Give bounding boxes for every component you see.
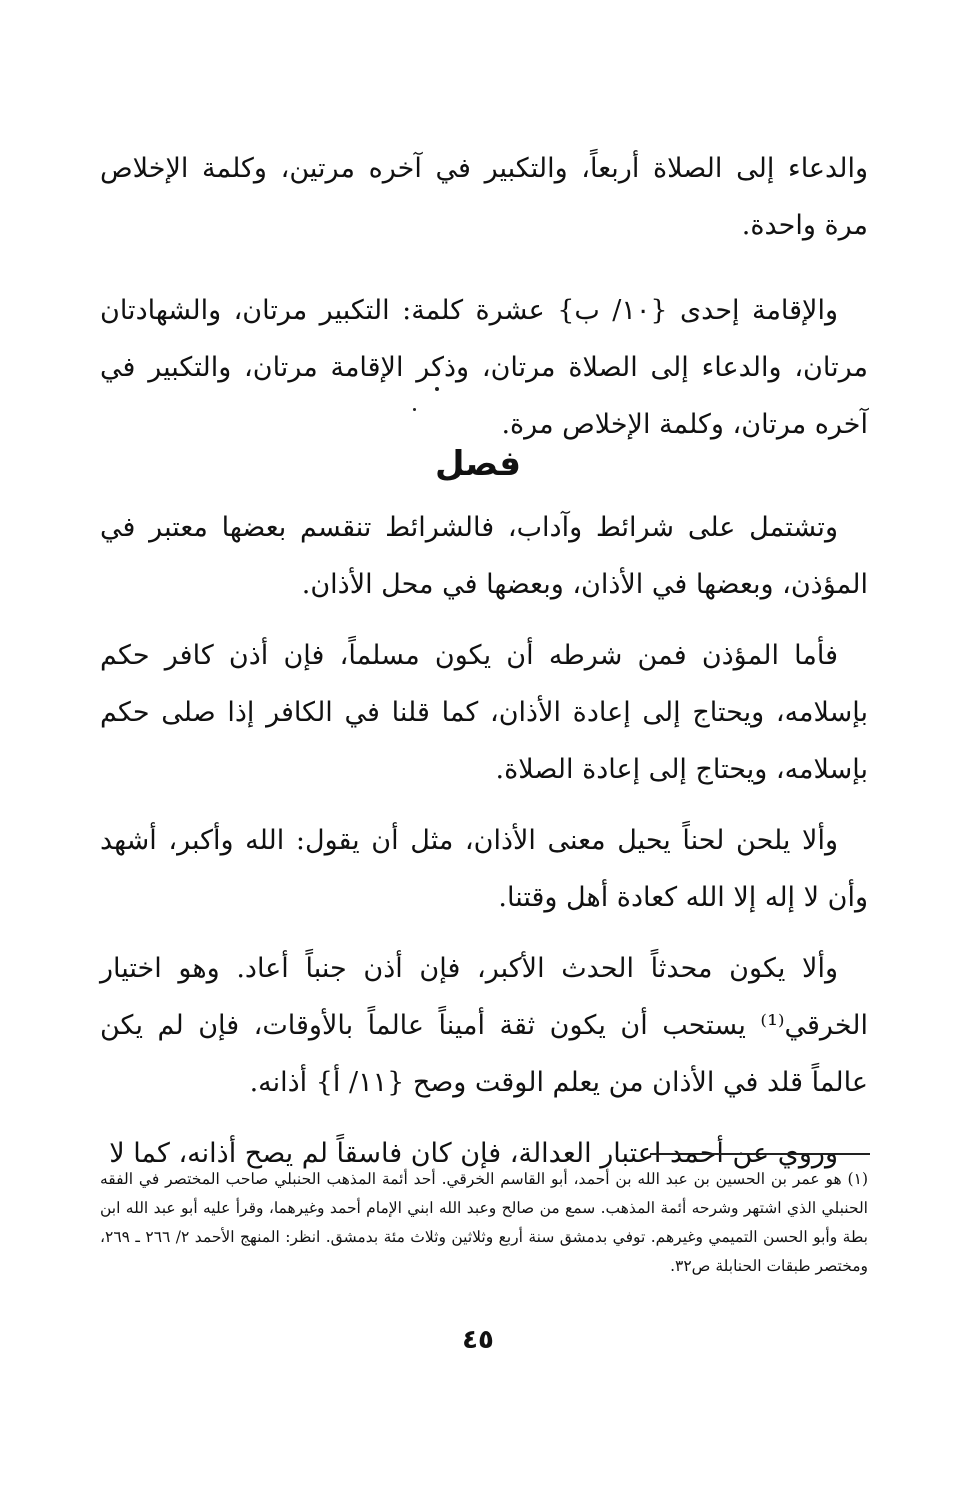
paragraph-muadhin-muslim: فأما المؤذن فمن شرطه أن يكون مسلماً، فإن أذن كافر حكم بإسلامه، ويحتاج إلى إعادة الأذان، كما قلنا في الكافر إذا صلى حكم بإسلامه، ويحتاج إلى إعادة الصلاة. — [100, 640, 868, 785]
footnote-separator — [650, 1153, 870, 1155]
section-heading: فصل — [434, 444, 522, 484]
footnotes — [100, 1165, 868, 1281]
paragraph-adala: وروي عن أحمد اعتبار العدالة، فإن كان فاسقاً لم يصح أذانه، كما لا — [109, 1138, 838, 1169]
ink-speck — [435, 387, 439, 391]
paragraph-no-lahn: وألا يلحن لحناً يحيل معنى الأذان، مثل أن يقول: الله وأكبر، أشهد وأن لا إله إلا الله كعادة أهل وقتنا. — [100, 825, 868, 913]
section-text-block — [100, 499, 868, 1182]
paragraph-no-major-hadath: وألا يكون محدثاً الحدث الأكبر، فإن أذن جنباً أعاد. وهو اختيار الخرقي⁽¹⁾ يستحب أن يكون ثقة أميناً عالماً بالأوقات، فإن لم يكن عالماً قلد في الأذان من يعلم الوقت وصح {١١/ أ} أذانه. — [100, 953, 868, 1098]
top-text-block — [100, 140, 868, 453]
footnote-1: (١) هو عمر بن الحسين بن عبد الله بن أحمد، أبو القاسم الخرقي. أحد أئمة المذهب الحنبلي صاحب المختصر في الفقه الحنبلي الذي اشتهر وشرحه أئمة المذهب. سمع من صالح وعبد الله ابني الإمام أحمد وغيرهما، وقرأ عليه أبو عبد الله ابن بطة وأبو الحسن التميمي وغيرهم. توفي بدمشق سنة أربع وثلاثين وثلاث مئة بدمشق. انظر: المنهج الأحمد ٢/ ٢٦٦ ـ ٢٦٩، ومختصر طبقات الحنابلة ص٣٢. — [100, 1170, 868, 1275]
ink-speck — [413, 408, 416, 411]
paragraph-iqama: والإقامة إحدى {١٠/ ب} عشرة كلمة: التكبير مرتان، والشهادتان مرتان، والدعاء إلى الصلاة مرتان، وذكر الإقامة مرتان، والتكبير في آخره مرتان، وكلمة الإخلاص مرة. — [100, 295, 868, 440]
page-number: ٤٥ — [462, 1325, 494, 1355]
paragraph-adhan-summary: والدعاء إلى الصلاة أربعاً، والتكبير في آخره مرتين، وكلمة الإخلاص مرة واحدة. — [100, 153, 868, 241]
paragraph-conditions: وتشتمل على شرائط وآداب، فالشرائط تنقسم بعضها معتبر في المؤذن، وبعضها في الأذان، وبعضها في محل الأذان. — [100, 512, 868, 600]
